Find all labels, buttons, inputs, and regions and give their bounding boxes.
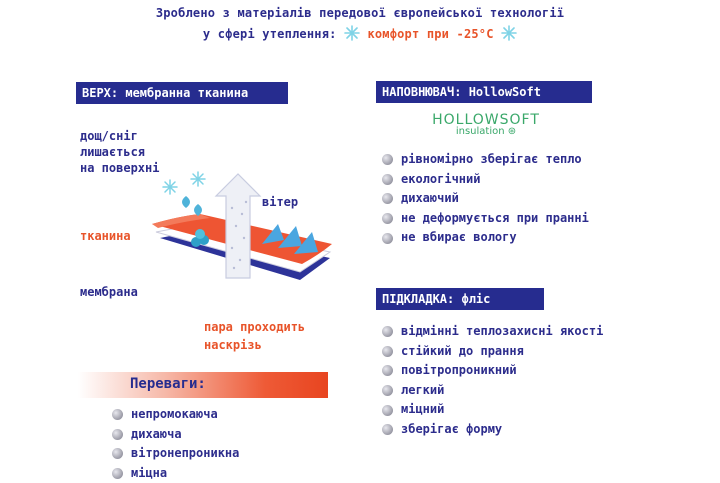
- bullet-icon: [382, 346, 393, 357]
- vapor-label: [204, 318, 305, 354]
- rain-label-line: дощ/сніг: [80, 129, 138, 143]
- bullet-icon: [382, 405, 393, 416]
- list-item-text: непромокаюча: [131, 407, 218, 421]
- bullet-icon: [382, 233, 393, 244]
- list-item: [112, 405, 239, 425]
- advantages-list: [112, 405, 239, 483]
- rain-label: [80, 128, 159, 176]
- list-item: [382, 381, 603, 401]
- vapor-label-line: наскрізь: [204, 338, 262, 352]
- wind-label: вітер: [262, 195, 299, 209]
- vapor-label-line: пара проходить: [204, 320, 306, 334]
- list-item: [112, 464, 239, 483]
- membrane-illustration: [150, 168, 340, 288]
- bullet-icon: [382, 385, 393, 396]
- list-item-text: міцний: [401, 402, 445, 417]
- logo-word: HOLLOWSOFT: [432, 112, 540, 128]
- list-item-text: міцна: [131, 465, 168, 480]
- lining-header: ПІДКЛАДКА: фліс: [376, 288, 544, 310]
- membrane-label: мембрана: [80, 285, 138, 299]
- bullet-icon: [112, 448, 123, 459]
- intro-highlight: комфорт при -25°C: [367, 27, 494, 41]
- bullet-icon: [382, 154, 393, 165]
- rain-label-line: лишається: [80, 145, 146, 159]
- bullet-icon: [112, 409, 123, 420]
- snowflake-icon: [501, 25, 517, 41]
- list-item-text: не деформується при пранні: [401, 210, 589, 225]
- snowflake-icon: [163, 172, 205, 194]
- bullet-icon: [382, 326, 393, 337]
- intro-line-1: Зроблено з матеріалів передової європейської технології: [155, 6, 565, 20]
- bullet-icon: [382, 174, 393, 185]
- filler-list: [382, 150, 589, 248]
- list-item: [112, 444, 239, 464]
- list-item-text: зберігає форму: [401, 421, 503, 436]
- list-item-text: стійкий до прання: [401, 343, 524, 358]
- intro-line-2: [0, 25, 720, 41]
- bullet-icon: [382, 365, 393, 376]
- intro-prefix: у сфері утеплення:: [202, 27, 337, 41]
- hollowsoft-logo: [416, 112, 556, 137]
- list-item-text: рівномірно зберігає тепло: [401, 152, 582, 166]
- list-item: [382, 400, 603, 420]
- top-section-header: ВЕРХ: мембранна тканина: [76, 82, 288, 104]
- rain-label-line: на поверхні: [80, 161, 160, 175]
- list-item-text: не вбирає вологу: [401, 230, 517, 245]
- list-item-text: відмінні теплозахисні якості: [401, 324, 604, 338]
- list-item: [382, 189, 589, 209]
- lining-list: [382, 322, 603, 440]
- advantages-title: Переваги:: [130, 376, 206, 392]
- fabric-label: тканина: [80, 229, 131, 243]
- list-item: [112, 425, 239, 445]
- list-item-text: легкий: [401, 382, 445, 397]
- filler-header: НАПОВНЮВАЧ: HollowSoft: [376, 81, 592, 103]
- bullet-icon: [112, 468, 123, 479]
- bullet-icon: [382, 193, 393, 204]
- list-item-text: повітропроникний: [401, 363, 517, 378]
- list-item-text: вітронепроникна: [131, 446, 240, 461]
- bullet-icon: [112, 429, 123, 440]
- list-item-text: дихаюча: [131, 426, 182, 441]
- list-item: [382, 170, 589, 190]
- list-item: [382, 322, 603, 342]
- logo-sub: insulation ⊛: [455, 126, 517, 137]
- logo-sub-text: insulation: [455, 126, 505, 137]
- list-item: [382, 209, 589, 229]
- list-item: [382, 342, 603, 362]
- bullet-icon: [382, 213, 393, 224]
- list-item: [382, 420, 603, 440]
- list-item-text: екологічний: [401, 171, 481, 186]
- list-item: [382, 150, 589, 170]
- snowflake-icon: [344, 25, 360, 41]
- list-item: [382, 361, 603, 381]
- list-item: [382, 228, 589, 248]
- bullet-icon: [382, 424, 393, 435]
- list-item-text: дихаючий: [401, 191, 459, 206]
